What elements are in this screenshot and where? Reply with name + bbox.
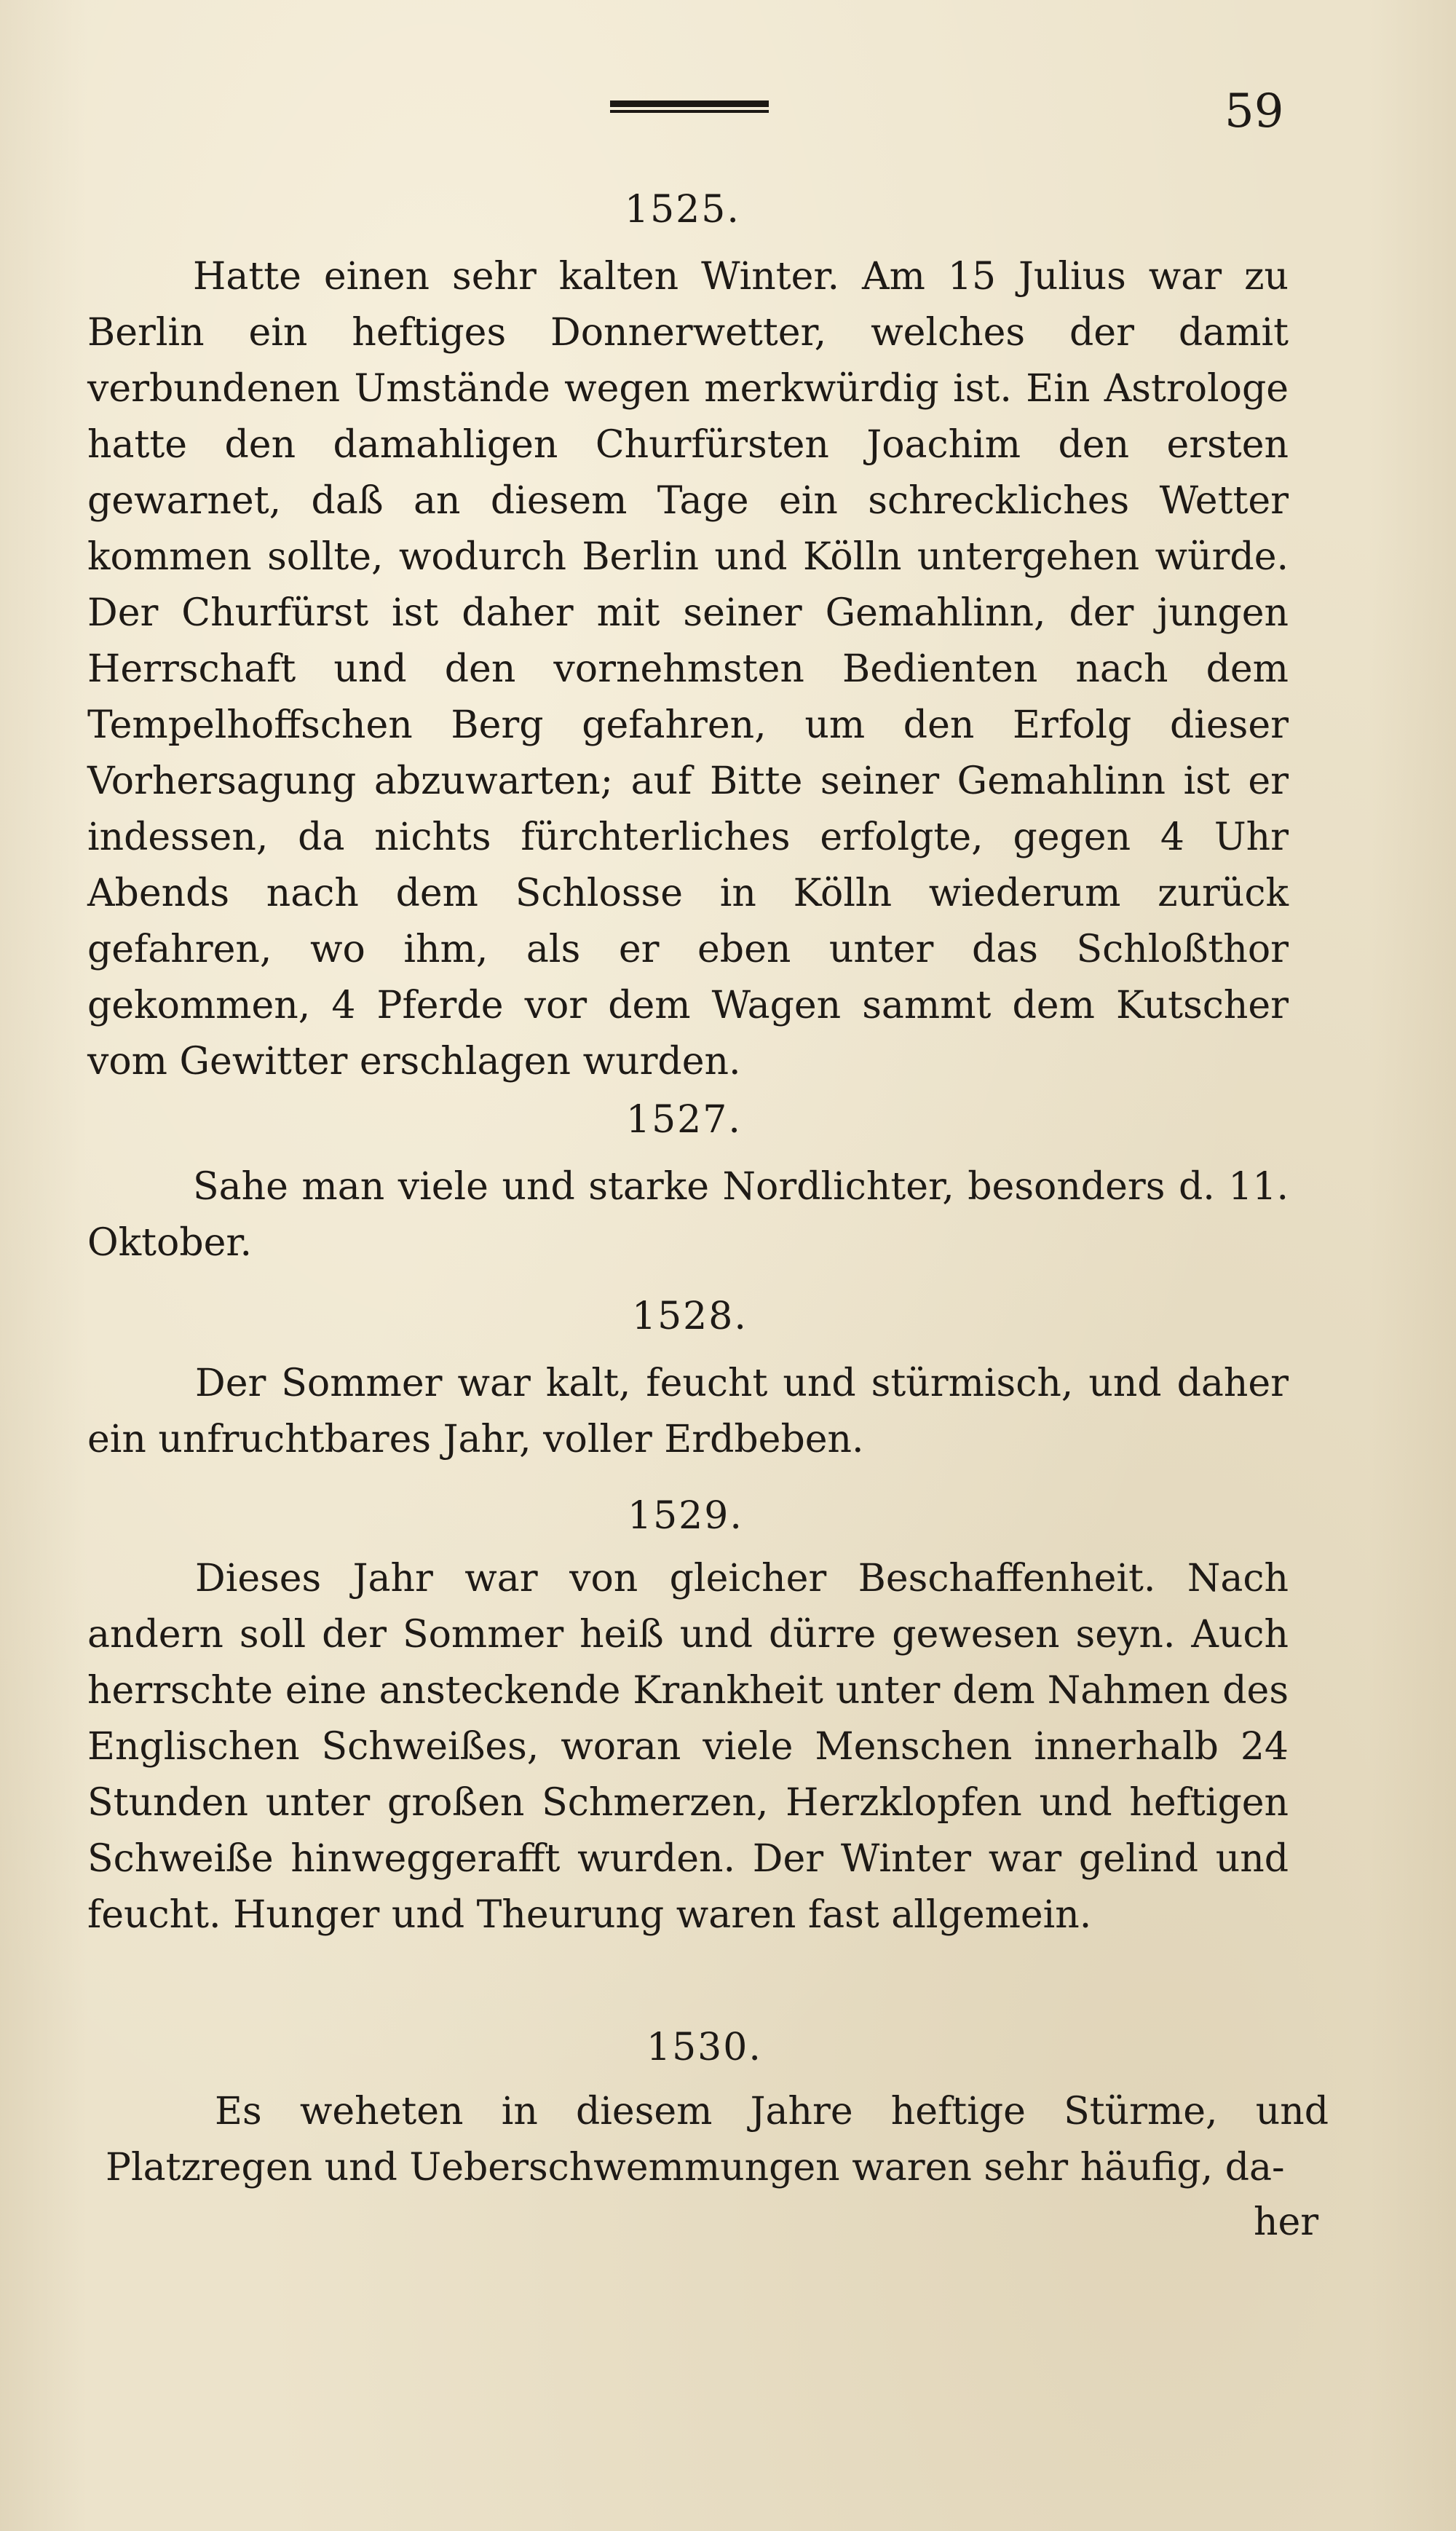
entry-text-1529: Dieses Jahr war von gleicher Beschaffenheit. Nach andern soll der Sommer heiß und dürre gewesen seyn. Auch herrschte eine ansteckende Krankheit unter dem Nahmen des Englischen Schweißes, woran viele Menschen innerhalb 24 Stunden unter großen Schmerzen, Herzklopfen und heftigen Schweiße hinweggerafft wurden. Der Winter war gelind und feucht. Hunger und Theurung waren fast allgemein. — [87, 1557, 1289, 1937]
catchword: her — [1254, 2200, 1319, 2244]
entry-text-1525: Hatte einen sehr kalten Winter. Am 15 Julius war zu Berlin ein heftiges Donnerwetter, welches der damit verbundenen Umstände wegen merkwürdig ist. Ein Astrologe hatte den damahligen Churfürsten Joachim den ersten gewarnet, daß an diesem Tage ein schreckliches Wetter kommen sollte, wodurch Berlin und Kölln untergehen würde. Der Churfürst ist daher mit seiner Gemahlinn, der jungen Herrschaft und den vornehmsten Bedienten nach dem Tempelhoffschen Berg gefahren, um den Erfolg dieser Vorhersagung abzuwarten; auf Bitte seiner Gemahlinn ist er indessen, da nichts fürchterliches erfolgte, gegen 4 Uhr Abends nach dem Schlosse in Kölln wiederum zurück gefahren, wo ihm, als er eben unter das Schloßthor gekommen, 4 Pferde vor dem Wagen sammt dem Kutscher vom Gewitter erschlagen wurden. — [87, 255, 1289, 1083]
page-number: 59 — [1224, 84, 1284, 138]
header-ornament-rule — [610, 100, 769, 115]
entry-text-1530: Es weheten in diesem Jahre heftige Stürme, und Platzregen und Ueberschwemmungen waren sehr häufig, da- — [106, 2090, 1329, 2190]
year-heading-1525: 1525. — [625, 188, 740, 232]
year-heading-1529: 1529. — [628, 1494, 743, 1538]
entry-text-1527: Sahe man viele und starke Nordlichter, besonders d. 11. Oktober. — [87, 1165, 1289, 1265]
ornament-thin-bar — [610, 110, 769, 113]
year-heading-1530: 1530. — [646, 2026, 762, 2069]
year-heading-1527: 1527. — [626, 1098, 742, 1142]
ornament-thick-bar — [610, 100, 769, 107]
year-heading-1528: 1528. — [632, 1295, 748, 1338]
entry-text-1528: Der Sommer war kalt, feucht und stürmisch, und daher ein unfruchtbares Jahr, voller Erdbeben. — [87, 1362, 1289, 1461]
